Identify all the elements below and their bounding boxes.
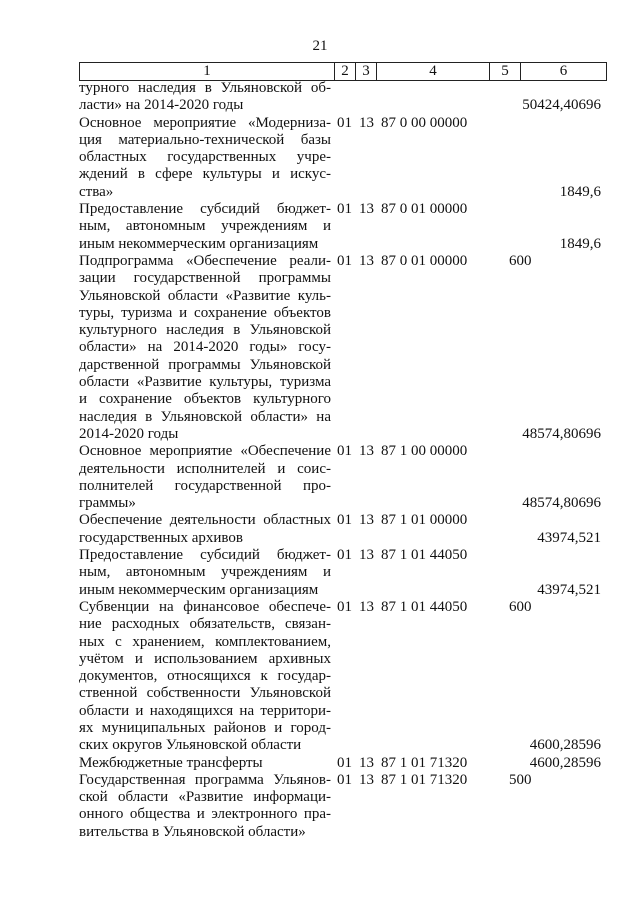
- row-name-line: деятельности исполнителей и соис-: [79, 460, 331, 477]
- expense-type-code: 500: [509, 771, 532, 788]
- row-amount: 1849,6: [559, 235, 601, 252]
- row-name-line: Подпрограмма «Обеспечение реали-: [79, 252, 331, 269]
- row-amount: 43974,521: [537, 529, 601, 546]
- section-code: 01: [337, 443, 352, 460]
- row-name: [79, 755, 331, 772]
- subsection-code: 13: [359, 443, 374, 460]
- row-name-line: иным некоммерческим организациям: [79, 235, 319, 252]
- section-code: 01: [337, 114, 352, 131]
- row-name-line: области» на 2014-2020 годы» госу-: [79, 339, 331, 356]
- row-name-line: культурного наследия в Ульяновской: [79, 322, 331, 339]
- row-name-line: иным некоммерческим организациям: [79, 581, 319, 598]
- section-code: 01: [337, 598, 352, 615]
- row-name-line: ждений в сфере культуры и искус-: [79, 166, 331, 183]
- row-name-line: зации государственной программы: [79, 270, 331, 287]
- row-name-line: онного общества и электронного пра-: [79, 806, 331, 823]
- row-name-line: ных с хранением, комплектованием,: [79, 633, 331, 650]
- row-name-line: ние расходных обязательств, связан-: [79, 616, 331, 633]
- section-code: 01: [337, 201, 352, 218]
- row-name-line: ласти» на 2014-2020 годы: [79, 97, 244, 114]
- col-header-3: 3: [356, 63, 377, 81]
- row-name-line: вительства в Ульяновской области»: [79, 823, 306, 840]
- col-header-2: 2: [335, 63, 356, 81]
- row-amount: 50424,40696: [522, 97, 601, 114]
- row-name-line: 2014-2020 годы: [79, 425, 179, 442]
- target-code: 87 1 01 44050: [381, 547, 468, 564]
- subsection-code: 13: [359, 754, 374, 771]
- row-name-line: государственных архивов: [79, 529, 243, 546]
- col-header-5: 5: [490, 63, 521, 81]
- row-name-line: ях муниципальных районов и город-: [79, 719, 331, 736]
- target-code: 87 0 00 00000: [381, 114, 468, 131]
- subsection-code: 13: [359, 598, 374, 615]
- row-name: [79, 80, 331, 115]
- row-name-line: ным, автономным учреждениям и: [79, 218, 331, 235]
- col-header-6: 6: [521, 63, 607, 81]
- row-name-line: полнителей государственной про-: [79, 477, 331, 494]
- row-name-line: ской области «Развитие информаци-: [79, 789, 331, 806]
- row-name: [79, 512, 331, 547]
- target-code: 87 1 01 71320: [381, 771, 468, 788]
- row-name: [79, 599, 331, 755]
- row-name-line: Предоставление субсидий бюджет-: [79, 547, 331, 564]
- row-name-line: ным, автономным учреждениям и: [79, 564, 331, 581]
- row-name-line: Субвенции на финансовое обеспече-: [79, 598, 331, 615]
- row-name-line: ских округов Ульяновской области: [79, 737, 302, 754]
- row-amount: 4600,28596: [529, 737, 601, 754]
- target-code: 87 1 01 44050: [381, 598, 468, 615]
- row-name-line: Ульяновской области «Развитие куль-: [79, 287, 331, 304]
- subsection-code: 13: [359, 547, 374, 564]
- row-amount: 43974,521: [537, 581, 601, 598]
- row-name-line: Обеспечение деятельности областных: [79, 512, 331, 529]
- row-name-line: учётом и использованием архивных: [79, 650, 331, 667]
- section-code: 01: [337, 512, 352, 529]
- row-name: [79, 253, 331, 443]
- row-name-line: Предоставление субсидий бюджет-: [79, 201, 331, 218]
- row-name: [79, 772, 331, 841]
- row-name-line: дарственной программы Ульяновской: [79, 356, 331, 373]
- row-name: [79, 115, 331, 201]
- row-name-line: документов, относящихся к государ-: [79, 668, 331, 685]
- expense-type-code: 600: [509, 598, 532, 615]
- row-name-line: наследия в Ульяновской области» на: [79, 408, 331, 425]
- budget-row: [79, 772, 607, 841]
- row-amount: 48574,80696: [522, 495, 601, 512]
- row-name-line: граммы»: [79, 495, 136, 512]
- row-name-line: ция материально-технической базы: [79, 131, 331, 148]
- row-name: [79, 547, 331, 599]
- budget-rows: [79, 80, 607, 841]
- row-name-line: и сохранение объектов культурного: [79, 391, 331, 408]
- row-name-line: Межбюджетные трансферты: [79, 754, 263, 771]
- col-header-1: 1: [80, 63, 335, 81]
- section-code: 01: [337, 547, 352, 564]
- row-name-line: области и находящихся на территори-: [79, 702, 331, 719]
- row-name: [79, 201, 331, 253]
- subsection-code: 13: [359, 114, 374, 131]
- row-name-line: Основное мероприятие «Обеспечение: [79, 443, 331, 460]
- subsection-code: 13: [359, 252, 374, 269]
- row-amount: 1849,6: [559, 183, 601, 200]
- subsection-code: 13: [359, 512, 374, 529]
- expense-type-code: 600: [509, 252, 532, 269]
- subsection-code: 13: [359, 201, 374, 218]
- col-header-4: 4: [377, 63, 490, 81]
- row-amount: 4600,28596: [529, 754, 601, 771]
- column-header-table: [79, 62, 607, 81]
- target-code: 87 1 01 71320: [381, 754, 468, 771]
- row-name: [79, 443, 331, 512]
- section-code: 01: [337, 771, 352, 788]
- section-code: 01: [337, 252, 352, 269]
- target-code: 87 1 00 00000: [381, 443, 468, 460]
- target-code: 87 1 01 00000: [381, 512, 468, 529]
- row-name-line: турного наследия в Ульяновской об-: [79, 80, 331, 96]
- subsection-code: 13: [359, 771, 374, 788]
- section-code: 01: [337, 754, 352, 771]
- row-name-line: области «Развитие культуры, туризма: [79, 374, 331, 391]
- row-name-line: ства»: [79, 183, 114, 200]
- row-name-line: ственной собственности Ульяновской: [79, 685, 331, 702]
- target-code: 87 0 01 00000: [381, 201, 468, 218]
- row-name-line: Основное мероприятие «Модерниза-: [79, 114, 331, 131]
- row-name-line: Государственная программа Ульянов-: [79, 771, 331, 788]
- row-name-line: туры, туризма и сохранение объектов: [79, 304, 331, 321]
- page-number: 21: [312, 38, 328, 54]
- row-name-line: областных государственных учре-: [79, 149, 331, 166]
- row-amount: 48574,80696: [522, 425, 601, 442]
- target-code: 87 0 01 00000: [381, 252, 468, 269]
